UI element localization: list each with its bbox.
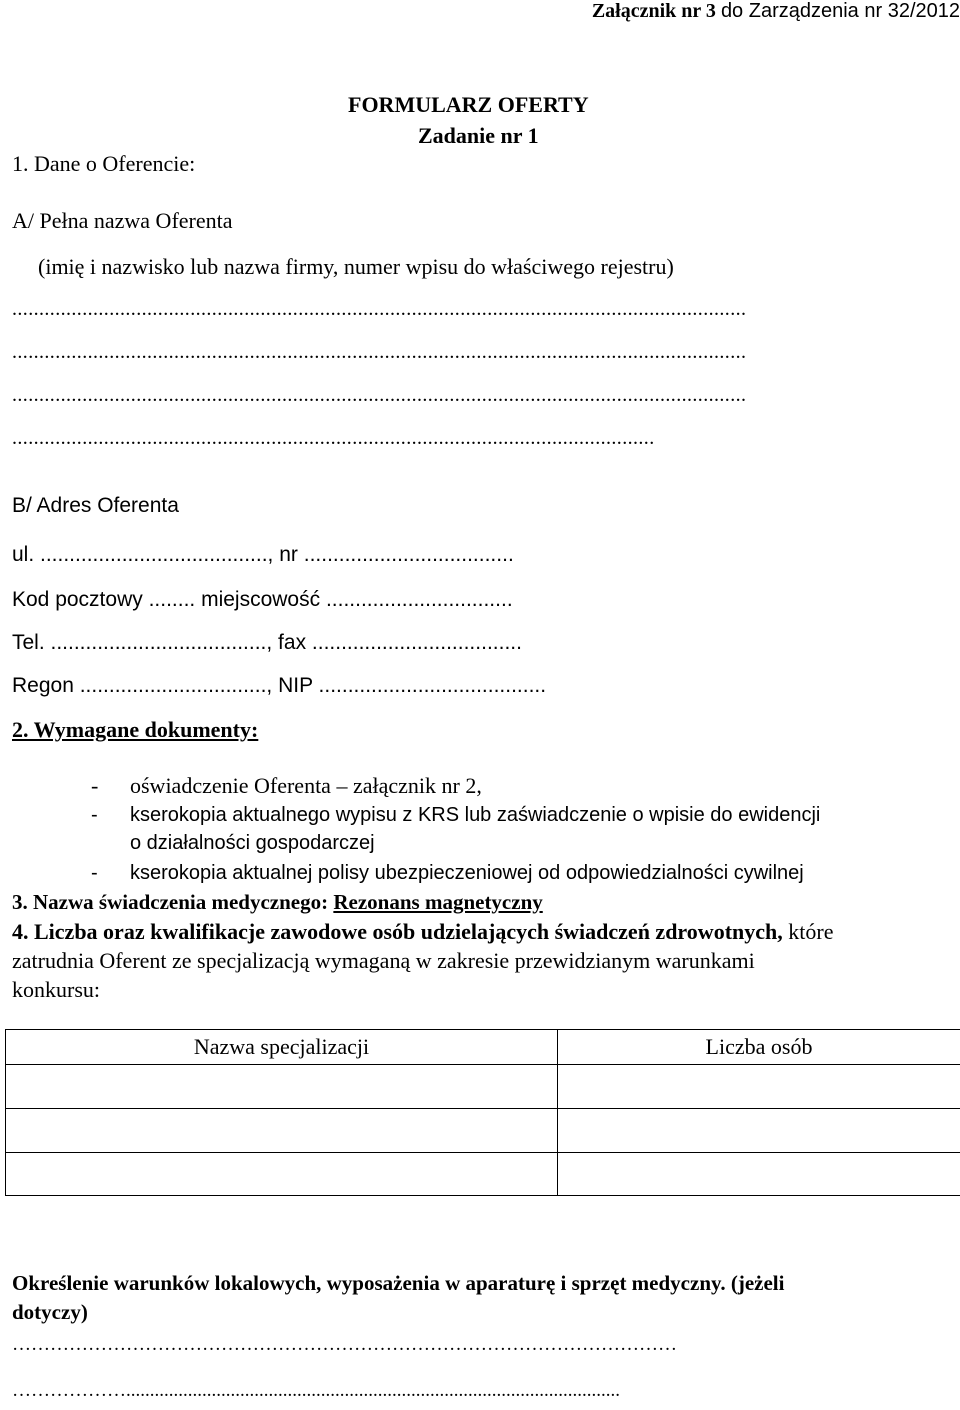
table-header-row (6, 1030, 960, 1065)
section-2-heading: 2. Wymagane dokumenty: (12, 717, 259, 742)
premises-conditions-note: dotyczy) (12, 1300, 88, 1324)
section-4-text-1: które (782, 919, 834, 944)
form-title: FORMULARZ OFERTY (348, 92, 589, 117)
medical-service-label: 3. Nazwa świadczenia medycznego: (12, 890, 334, 914)
attachment-number: Załącznik nr 3 (591, 0, 721, 22)
offeror-name-line-3[interactable]: ........................................................................................................................................ (12, 384, 747, 406)
specialization-table (5, 1029, 960, 1196)
specialization-cell[interactable] (6, 1109, 558, 1153)
table-row (6, 1109, 960, 1153)
count-cell[interactable] (558, 1153, 960, 1196)
document-item-2-continuation: o działalności gospodarczej (130, 832, 375, 854)
section-4-line-2: zatrudnia Oferent ze specjalizacją wymaganą w zakresie przewidzianym warunkami (12, 948, 755, 973)
document-item-3-dash: - (91, 862, 98, 884)
address-phone-fax-line[interactable]: Tel. ....................................., fax .................................... (12, 631, 522, 654)
document-item-1: oświadczenie Oferenta – załącznik nr 2, (130, 773, 482, 798)
premises-conditions-line-1[interactable]: …………………………………………………………………………………………… (12, 1334, 677, 1355)
count-cell[interactable] (558, 1065, 960, 1109)
attachment-reference (592, 0, 960, 23)
address-regon-nip-line[interactable]: Regon ................................, NIP ....................................... (12, 674, 547, 697)
specialization-cell[interactable] (6, 1065, 558, 1109)
offeror-name-hint: (imię i nazwisko lub nazwa firmy, numer wpisu do właściwego rejestru) (38, 254, 674, 279)
column-header-count: Liczba osób (558, 1030, 960, 1065)
table-row (6, 1065, 960, 1109)
column-header-specialization: Nazwa specjalizacji (6, 1030, 558, 1065)
offeror-name-line-1[interactable]: ........................................................................................................................................ (12, 298, 747, 320)
document-item-3: kserokopia aktualnej polisy ubezpieczeniowej od odpowiedzialności cywilnej (130, 862, 804, 884)
offeror-name-line-4[interactable]: ....................................................................................................................... (12, 427, 655, 449)
document-item-1-dash: - (91, 773, 99, 798)
table-row (6, 1153, 960, 1196)
offeror-address-label: B/ Adres Oferenta (12, 494, 179, 517)
premises-conditions-heading: Określenie warunków lokalowych, wyposażenia w aparaturę i sprzęt medyczny. (jeżeli (12, 1271, 785, 1295)
premises-conditions-line-2[interactable]: ………………........................................................................................................ (12, 1380, 620, 1401)
section-1-heading: 1. Dane o Oferencie: (12, 151, 196, 176)
count-cell[interactable] (558, 1109, 960, 1153)
section-3-line (12, 890, 543, 915)
section-4-line-1 (12, 919, 833, 945)
address-postal-line[interactable]: Kod pocztowy ........ miejscowość ................................ (12, 588, 513, 611)
medical-service-value: Rezonans magnetyczny (333, 890, 543, 914)
attachment-ordinance: do Zarządzenia nr 32/2012 (720, 0, 960, 22)
offeror-name-line-2[interactable]: ........................................................................................................................................ (12, 341, 747, 363)
specialization-cell[interactable] (6, 1153, 558, 1196)
section-4-heading: 4. Liczba oraz kwalifikacje zawodowe osób udzielających świadczeń zdrowotnych, (12, 919, 783, 944)
form-subtitle: Zadanie nr 1 (418, 123, 539, 148)
document-item-2-dash: - (91, 804, 98, 826)
section-4-line-3: konkursu: (12, 977, 100, 1002)
address-street-line[interactable]: ul. ......................................., nr .................................... (12, 543, 514, 566)
document-item-2: kserokopia aktualnego wypisu z KRS lub zaświadczenie o wpisie do ewidencji (130, 804, 821, 826)
offeror-name-label: A/ Pełna nazwa Oferenta (12, 208, 233, 233)
